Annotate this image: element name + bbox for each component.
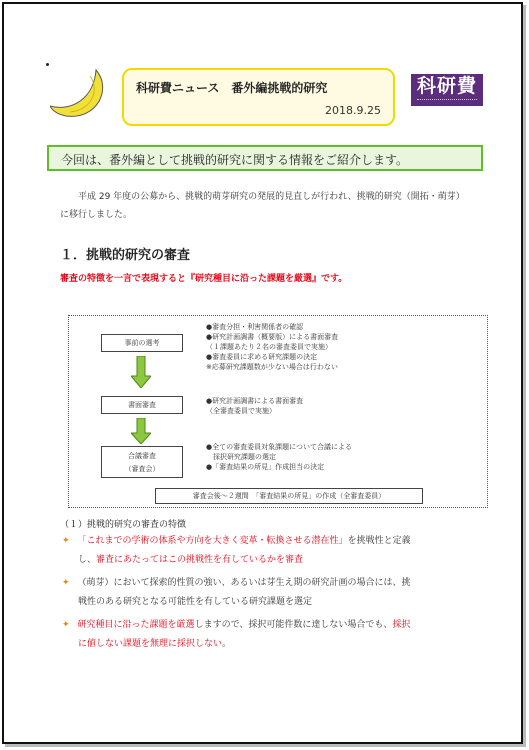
intro-banner xyxy=(47,145,483,171)
stage-panel-review-sublabel: （審査会） xyxy=(124,465,160,473)
feature-3-text-b: 。 xyxy=(222,639,232,649)
stage-document-review-label: 書面審査 xyxy=(128,401,156,409)
review-process-diagram xyxy=(68,315,488,508)
note-line: ●全ての審査委員対象課題について合議による xyxy=(206,443,352,451)
feature-2-text-b: 戦性のある研究となる可能性を有している研究課題を選定 xyxy=(78,597,313,607)
intro-paragraph: 平成 29 年度の公募から、挑戦的萌芽研究の発展的見直しが行われ、挑戦的研究（開拓・萌芽）に移行しました。 xyxy=(60,192,465,220)
stage-document-review-notes xyxy=(206,396,466,416)
feature-point-3 xyxy=(62,616,487,635)
note-line: ●「審査結果の所見」作成担当の決定 xyxy=(206,463,325,471)
stage-document-review xyxy=(101,396,183,414)
feature-3-text-a: しますので、採択可能件数に達しない場合でも、 xyxy=(194,620,393,630)
feature-point-1-cont xyxy=(62,551,487,570)
stage-preselection xyxy=(101,334,183,352)
note-line: ※応募研究課題数が少ない場合は行わない xyxy=(206,363,338,371)
banner-text: 今回は、番外編として挑戦的研究に関する情報をご紹介します。 xyxy=(61,153,409,167)
post-review-note: 審査会後～２週間 「審査結果の所見」の作成（全審査委員） xyxy=(155,488,423,504)
note-line: ●研究計画調書（概要版）による書面審査 xyxy=(206,333,339,341)
stage-panel-review-notes xyxy=(206,442,476,472)
feature-3-red-b: 採択 xyxy=(392,620,411,630)
stage-panel-review-label: 合議審査 xyxy=(128,452,156,460)
decorative-dot xyxy=(46,63,49,66)
stage-preselection-notes xyxy=(206,322,466,372)
feature-3-red-a: 研究種目に沿った課題を厳選 xyxy=(77,620,195,630)
feature-3-red-c: に値しない課題を無理に採択しない xyxy=(78,639,223,649)
stage-preselection-label: 事前の選考 xyxy=(124,339,160,347)
subsection-heading: （１）挑戦的研究の審査の特徴 xyxy=(60,520,187,530)
feature-point-3-cont xyxy=(62,635,487,654)
feature-point-2 xyxy=(62,574,487,593)
down-arrow-icon xyxy=(131,418,151,444)
feature-point-1 xyxy=(62,532,487,551)
note-line: （全審査委員で実施） xyxy=(206,407,276,415)
feature-1-red-b: 審査にあたってはこの挑戦性を有しているかを審査 xyxy=(96,555,304,565)
note-line: （１課題あたり２名の審査委員で実施） xyxy=(206,343,332,351)
title-box xyxy=(122,68,395,126)
note-line: ●審査委員に求める研究課題の決定 xyxy=(206,353,318,361)
kakenhi-logo xyxy=(411,74,483,106)
feature-1-red-a: 「これまでの学術の体系や方向を大きく変革・転換させる潜在性」 xyxy=(77,536,348,546)
section-heading: １．挑戦的研究の審査 xyxy=(60,248,191,263)
feature-point-2-cont xyxy=(62,593,487,612)
logo-text: 科研費 xyxy=(416,75,477,97)
logo-underline xyxy=(417,99,477,103)
section-lead: 審査の特徴を一言で表現すると『研究種目に沿った課題を厳選』です。 xyxy=(60,274,348,284)
issue-date: 2018.9.25 xyxy=(325,104,381,117)
feature-1-text-a: を挑戦性と定義 xyxy=(347,536,411,546)
stage-panel-review xyxy=(101,446,183,478)
bullet-diamond-icon: ✦ xyxy=(62,536,70,546)
bullet-diamond-icon: ✦ xyxy=(62,620,70,630)
bullet-diamond-icon: ✦ xyxy=(62,578,70,588)
feature-2-text: （萌芽）において探索的性質の強い、あるいは芽生え期の研究計画の場合には、挑 xyxy=(77,578,411,588)
note-line: ●研究計画調書による書面審査 xyxy=(206,397,304,405)
note-line: ●審査分担・利害関係者の確認 xyxy=(206,323,304,331)
feature-1-text-b: し、 xyxy=(78,555,97,565)
crescent-moon-icon xyxy=(50,66,110,122)
page-title: 科研費ニュース 番外編挑戦的研究 xyxy=(136,81,328,95)
down-arrow-icon xyxy=(131,356,151,388)
note-line: 採択研究課題の選定 xyxy=(206,453,276,461)
